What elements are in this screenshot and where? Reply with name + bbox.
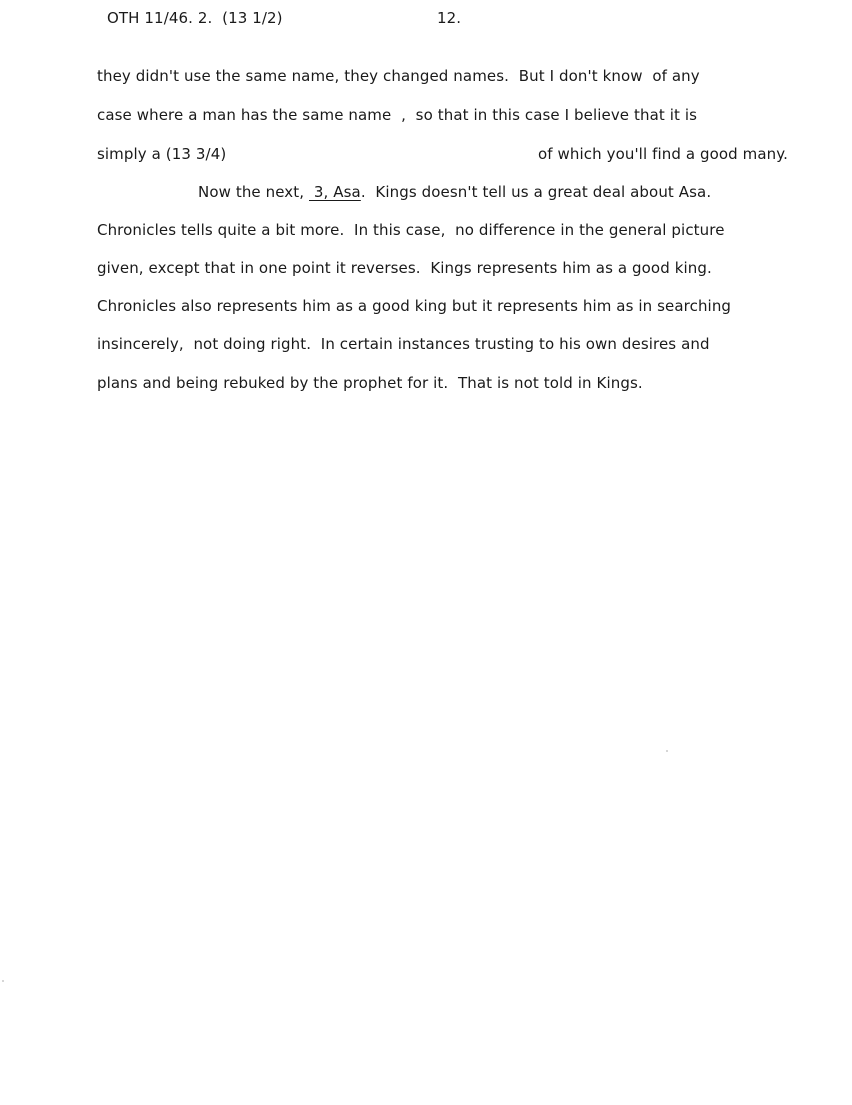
scan-speck: [2, 980, 4, 982]
scan-speck: [666, 750, 668, 752]
body-line-6: given, except that in one point it reverses. Kings represents him as a good king.: [97, 259, 712, 277]
underlined-heading: 3, Asa: [309, 183, 361, 201]
body-line-3-start: simply a (13 3/4): [97, 145, 227, 163]
body-line-2: case where a man has the same name , so that in this case I believe that it is: [97, 106, 698, 124]
line-4-after: . Kings doesn't tell us a great deal about Asa.: [360, 183, 712, 201]
header-reference: OTH 11/46. 2. (13 1/2): [107, 9, 283, 27]
body-line-3-end: of which you'll find a good many.: [538, 145, 788, 163]
body-line-9: plans and being rebuked by the prophet for it. That is not told in Kings.: [97, 374, 643, 392]
body-line-4: [198, 183, 711, 201]
body-line-1: they didn't use the same name, they changed names. But I don't know of any: [97, 67, 700, 85]
body-line-7: Chronicles also represents him as a good king but it represents him as in searching: [97, 297, 732, 315]
body-line-8: insincerely, not doing right. In certain instances trusting to his own desires and: [97, 335, 710, 353]
body-line-5: Chronicles tells quite a bit more. In this case, no difference in the general picture: [97, 221, 725, 239]
page-number: 12.: [437, 9, 462, 27]
line-4-before: Now the next,: [198, 183, 309, 201]
